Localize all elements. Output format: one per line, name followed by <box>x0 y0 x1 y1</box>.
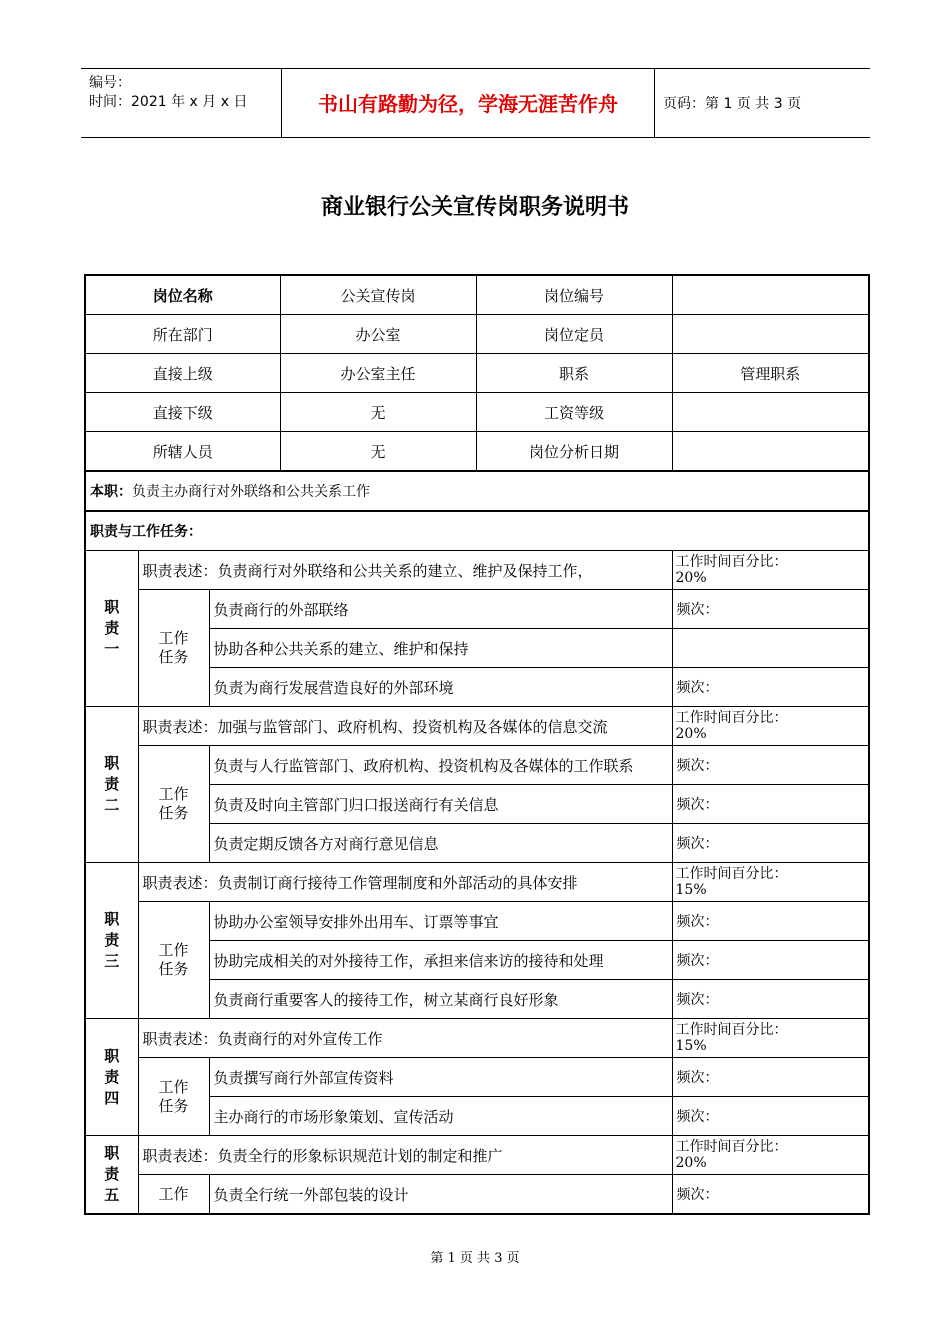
task-frequency: 频次： <box>672 1058 869 1097</box>
duty-desc-row <box>85 1019 869 1058</box>
duty-number: 职 责 二 <box>85 707 138 863</box>
page-header <box>81 68 870 138</box>
time-percent: 工作时间百分比： 20% <box>672 707 869 746</box>
task-row <box>85 590 869 629</box>
field-label: 所在部门 <box>85 315 280 354</box>
field-value <box>672 275 869 315</box>
task-frequency: 频次： <box>672 668 869 707</box>
field-label: 岗位名称 <box>85 275 280 315</box>
task-frequency: 频次： <box>672 824 869 863</box>
field-label: 直接上级 <box>85 354 280 393</box>
time-percent: 工作时间百分比： 15% <box>672 863 869 902</box>
duty-desc: 职责表述：负责全行的形象标识规范计划的制定和推广 <box>138 1136 672 1175</box>
field-label: 岗位分析日期 <box>476 432 672 472</box>
duty-number: 职 责 一 <box>85 551 138 707</box>
task-text: 协助办公室领导安排外出用车、订票等事宜 <box>209 902 672 941</box>
task-text: 负责定期反馈各方对商行意见信息 <box>209 824 672 863</box>
time-label: 时间：2021 年 x 月 x 日 <box>89 94 248 110</box>
field-label: 直接下级 <box>85 393 280 432</box>
task-frequency: 频次： <box>672 941 869 980</box>
field-value: 办公室主任 <box>280 354 476 393</box>
info-row <box>85 275 869 315</box>
time-percent: 工作时间百分比： 20% <box>672 551 869 590</box>
duty-desc: 职责表述：负责商行对外联络和公共关系的建立、维护及保持工作， <box>138 551 672 590</box>
duty-desc: 职责表述：加强与监管部门、政府机构、投资机构及各媒体的信息交流 <box>138 707 672 746</box>
field-value: 无 <box>280 432 476 472</box>
info-row <box>85 432 869 472</box>
task-text: 协助完成相关的对外接待工作，承担来信来访的接待和处理 <box>209 941 672 980</box>
task-text: 负责与人行监管部门、政府机构、投资机构及各媒体的工作联系 <box>209 746 672 785</box>
field-value: 无 <box>280 393 476 432</box>
time-percent: 工作时间百分比： 20% <box>672 1136 869 1175</box>
duty-desc-row <box>85 863 869 902</box>
field-value <box>672 393 869 432</box>
duty-number: 职 责 三 <box>85 863 138 1019</box>
field-label: 岗位编号 <box>476 275 672 315</box>
task-text: 负责撰写商行外部宣传资料 <box>209 1058 672 1097</box>
task-row <box>85 902 869 941</box>
task-frequency: 频次： <box>672 785 869 824</box>
duty-desc-row <box>85 707 869 746</box>
duty-desc: 职责表述：负责商行的对外宣传工作 <box>138 1019 672 1058</box>
duty-number: 职 责 四 <box>85 1019 138 1136</box>
number-label: 编号： <box>89 75 131 91</box>
field-label: 岗位定员 <box>476 315 672 354</box>
duty-desc-row <box>85 1136 869 1175</box>
task-text: 负责为商行发展营造良好的外部环境 <box>209 668 672 707</box>
page-info: 页码：第 1 页 共 3 页 <box>663 96 802 112</box>
main-duty-label: 本职： <box>90 484 132 500</box>
info-row <box>85 354 869 393</box>
task-frequency: 频次： <box>672 590 869 629</box>
task-text: 协助各种公共关系的建立、维护和保持 <box>209 629 672 668</box>
task-row <box>85 1175 869 1215</box>
task-text: 负责全行统一外部包装的设计 <box>209 1175 672 1215</box>
task-frequency: 频次： <box>672 980 869 1019</box>
task-label: 工作 任务 <box>138 590 209 707</box>
field-value: 办公室 <box>280 315 476 354</box>
task-text: 负责及时向主管部门归口报送商行有关信息 <box>209 785 672 824</box>
main-duty-text: 负责主办商行对外联络和公共关系工作 <box>132 484 370 500</box>
tasks-heading: 职责与工作任务： <box>90 524 202 540</box>
field-value <box>672 432 869 472</box>
task-row <box>85 1058 869 1097</box>
task-text: 负责商行重要客人的接待工作，树立某商行良好形象 <box>209 980 672 1019</box>
time-percent: 工作时间百分比： 15% <box>672 1019 869 1058</box>
task-label: 工作 <box>138 1175 209 1215</box>
page-footer: 第 1 页 共 3 页 <box>430 1251 520 1266</box>
task-label: 工作 任务 <box>138 1058 209 1136</box>
task-frequency: 频次： <box>672 1175 869 1215</box>
field-label: 职系 <box>476 354 672 393</box>
task-label: 工作 任务 <box>138 902 209 1019</box>
field-value: 管理职系 <box>672 354 869 393</box>
job-description-table <box>84 274 870 1215</box>
task-frequency: 频次： <box>672 746 869 785</box>
header-meta <box>81 69 281 137</box>
task-frequency: 频次： <box>672 1097 869 1136</box>
task-frequency: 频次： <box>672 902 869 941</box>
task-label: 工作 任务 <box>138 746 209 863</box>
tasks-heading-row <box>85 511 869 551</box>
field-value: 公关宣传岗 <box>280 275 476 315</box>
document-title: 商业银行公关宣传岗职务说明书 <box>320 195 629 220</box>
field-label: 工资等级 <box>476 393 672 432</box>
info-row <box>85 315 869 354</box>
duty-desc: 职责表述：负责制订商行接待工作管理制度和外部活动的具体安排 <box>138 863 672 902</box>
duty-desc-row <box>85 551 869 590</box>
info-row <box>85 393 869 432</box>
task-text: 主办商行的市场形象策划、宣传活动 <box>209 1097 672 1136</box>
task-frequency <box>672 629 869 668</box>
main-duty-row <box>85 471 869 511</box>
header-motto: 书山有路勤为径，学海无涯苦作舟 <box>281 69 655 137</box>
field-label: 所辖人员 <box>85 432 280 472</box>
duty-number: 职 责 五 <box>85 1136 138 1215</box>
task-text: 负责商行的外部联络 <box>209 590 672 629</box>
field-value <box>672 315 869 354</box>
task-row <box>85 746 869 785</box>
